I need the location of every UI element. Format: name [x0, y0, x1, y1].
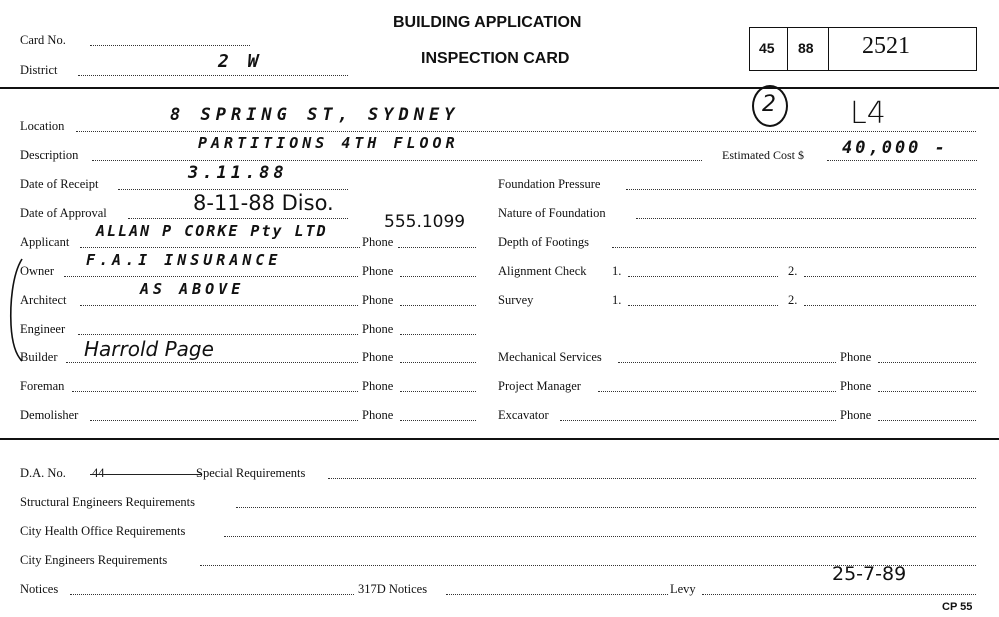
da-no-value: 44	[92, 466, 105, 480]
city-engineers-label: City Engineers Requirements	[20, 553, 168, 567]
form-title-line1: BUILDING APPLICATION	[393, 14, 582, 31]
header-divider	[0, 87, 999, 89]
mechanical-phone-label: Phone	[840, 350, 872, 364]
foreman-phone-label: Phone	[362, 379, 394, 393]
estimated-cost-label: Estimated Cost $	[722, 148, 804, 162]
mechanical-line	[618, 362, 836, 363]
project-manager-phone-label: Phone	[840, 379, 872, 393]
architect-phone-line	[400, 305, 476, 306]
alignment-check-label: Alignment Check	[498, 264, 587, 278]
mechanical-phone-line	[878, 362, 976, 363]
card-box-3: 2521	[862, 33, 910, 59]
demolisher-phone-line	[400, 420, 476, 421]
excavator-phone-label: Phone	[840, 408, 872, 422]
levy-label: Levy	[670, 582, 696, 596]
owner-line	[64, 276, 358, 277]
da-no-label: D.A. No.	[20, 466, 66, 480]
nature-foundation-line	[636, 218, 976, 219]
card-box-2: 88	[798, 40, 814, 56]
excavator-phone-line	[878, 420, 976, 421]
date-approval-value: 8-11-88 Diso.	[193, 191, 334, 215]
mechanical-label: Mechanical Services	[498, 350, 602, 364]
estimated-cost-value: 40,000 -	[842, 138, 948, 158]
engineer-phone-label: Phone	[362, 322, 394, 336]
date-approval-line	[128, 218, 348, 219]
nature-foundation-label: Nature of Foundation	[498, 206, 606, 220]
owner-phone-label: Phone	[362, 264, 394, 278]
project-manager-label: Project Manager	[498, 379, 581, 393]
foundation-pressure-label: Foundation Pressure	[498, 177, 601, 191]
architect-value: AS ABOVE	[140, 280, 245, 298]
survey-label: Survey	[498, 293, 534, 307]
district-value: 2 W	[218, 51, 263, 72]
date-receipt-value: 3.11.88	[188, 163, 288, 183]
applicant-value: ALLAN P CORKE Pty LTD	[96, 222, 328, 240]
location-value: 8 SPRING ST, SYDNEY	[170, 105, 460, 125]
foreman-phone-line	[400, 391, 476, 392]
description-label: Description	[20, 148, 79, 162]
depth-footings-label: Depth of Footings	[498, 235, 589, 249]
levy-line	[702, 594, 976, 595]
special-req-line	[328, 478, 976, 479]
survey-1-line	[628, 305, 778, 306]
structural-label: Structural Engineers Requirements	[20, 495, 195, 509]
foundation-pressure-line	[626, 189, 976, 190]
demolisher-line	[90, 420, 358, 421]
demolisher-label: Demolisher	[20, 408, 79, 422]
card-no-label: Card No.	[20, 33, 66, 47]
applicant-phone-value: 555.1099	[384, 212, 466, 232]
circled-number: 2	[762, 92, 776, 117]
special-req-label: Special Requirements	[196, 466, 306, 480]
section-divider	[0, 438, 999, 440]
builder-label: Builder	[20, 350, 58, 364]
city-health-line	[224, 536, 976, 537]
alignment-1-label: 1.	[612, 264, 622, 278]
builder-value: Harrold Page	[84, 337, 214, 361]
applicant-phone-line	[398, 247, 476, 248]
notices-317d-label: 317D Notices	[358, 582, 428, 596]
survey-2-label: 2.	[788, 293, 798, 307]
engineer-label: Engineer	[20, 322, 66, 336]
district-line	[78, 75, 348, 76]
card-box-1: 45	[759, 40, 775, 56]
owner-value: F.A.I INSURANCE	[86, 251, 282, 269]
demolisher-phone-label: Phone	[362, 408, 394, 422]
builder-line	[66, 362, 358, 363]
form-code: CP 55	[942, 601, 973, 613]
project-manager-line	[598, 391, 836, 392]
notices-label: Notices	[20, 582, 59, 596]
alignment-1-line	[628, 276, 778, 277]
level-mark: L4	[850, 96, 886, 131]
card-no-line	[90, 45, 250, 46]
applicant-label: Applicant	[20, 235, 70, 249]
excavator-label: Excavator	[498, 408, 549, 422]
builder-phone-line	[400, 362, 476, 363]
bracket-mark	[6, 255, 26, 365]
structural-line	[236, 507, 976, 508]
architect-line	[80, 305, 358, 306]
form-title-line2: INSPECTION CARD	[421, 50, 570, 67]
description-value: PARTITIONS 4TH FLOOR	[198, 134, 459, 152]
survey-1-label: 1.	[612, 293, 622, 307]
architect-phone-label: Phone	[362, 293, 394, 307]
district-label: District	[20, 63, 58, 77]
engineer-phone-line	[400, 334, 476, 335]
notices-317d-line	[446, 594, 668, 595]
card-number-box	[749, 27, 977, 71]
circled-mark	[752, 85, 788, 127]
date-approval-label: Date of Approval	[20, 206, 107, 220]
owner-phone-line	[400, 276, 476, 277]
engineer-line	[78, 334, 358, 335]
alignment-2-label: 2.	[788, 264, 798, 278]
survey-2-line	[804, 305, 976, 306]
foreman-label: Foreman	[20, 379, 65, 393]
applicant-line	[80, 247, 360, 248]
owner-label: Owner	[20, 264, 55, 278]
location-label: Location	[20, 119, 65, 133]
foreman-line	[72, 391, 358, 392]
date-receipt-label: Date of Receipt	[20, 177, 99, 191]
levy-value: 25-7-89	[832, 563, 907, 585]
da-no-strikeout	[90, 474, 202, 475]
description-line	[92, 160, 702, 161]
city-health-label: City Health Office Requirements	[20, 524, 186, 538]
depth-footings-line	[612, 247, 976, 248]
applicant-phone-label: Phone	[362, 235, 394, 249]
architect-label: Architect	[20, 293, 67, 307]
date-receipt-line	[118, 189, 348, 190]
excavator-line	[560, 420, 836, 421]
alignment-2-line	[804, 276, 976, 277]
estimated-cost-line	[827, 160, 977, 161]
project-manager-phone-line	[878, 391, 976, 392]
notices-line	[70, 594, 354, 595]
builder-phone-label: Phone	[362, 350, 394, 364]
location-line	[76, 131, 976, 132]
